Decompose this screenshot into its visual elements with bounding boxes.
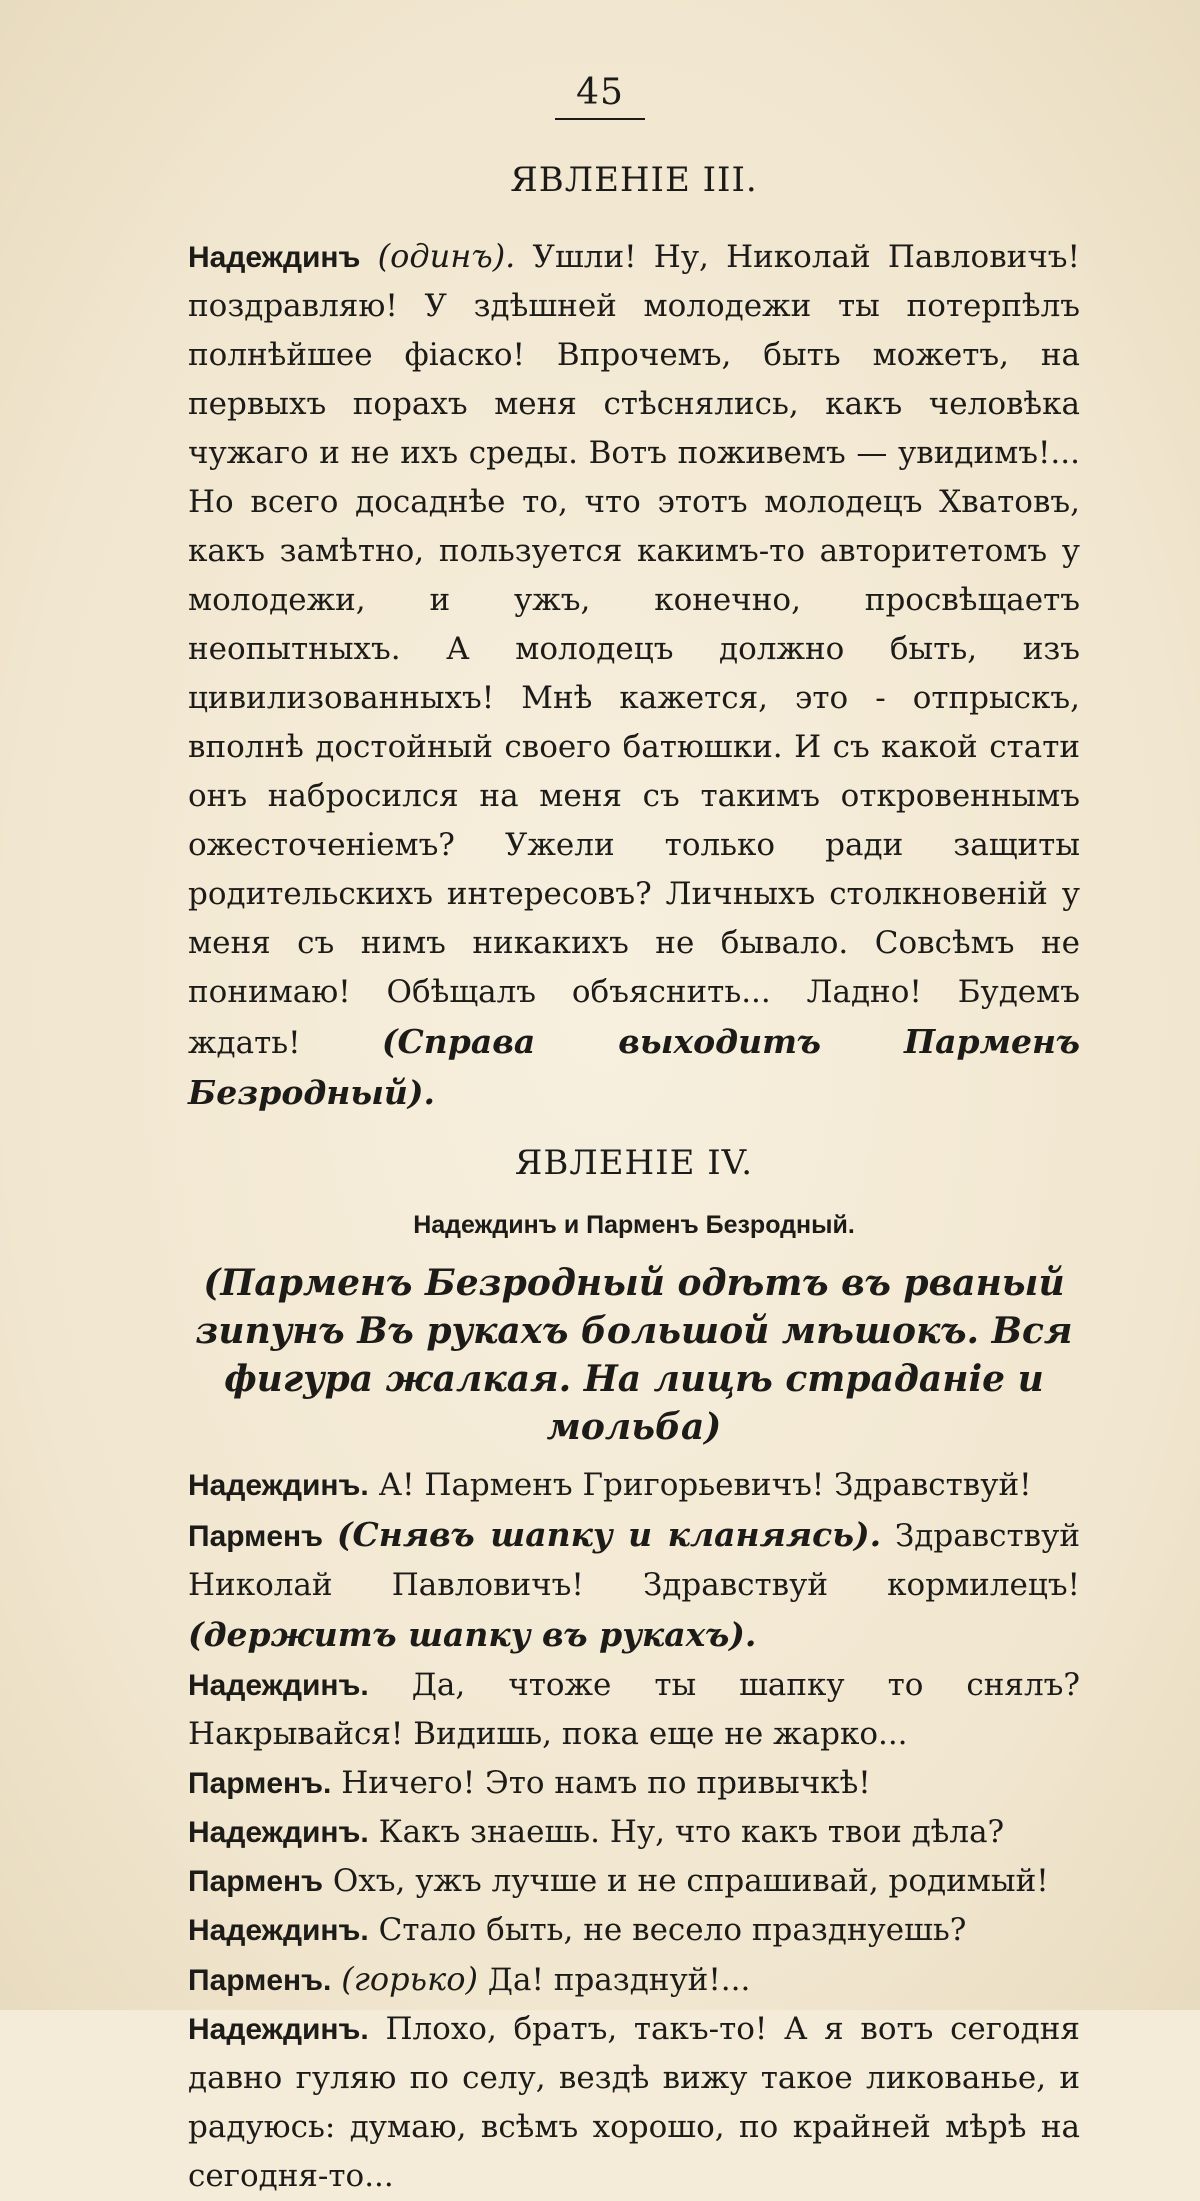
- dialogue: [188, 1461, 1080, 2201]
- speaker-name: Надеждинъ: [188, 241, 361, 274]
- speech-text: Да, чтоже ты шапку то снялъ? Накрывайся! Видишь, пока еще не жарко...: [188, 1667, 1080, 1752]
- closing-stage-direction: (Справа выходитъ Парменъ Безродный).: [188, 1022, 1080, 1112]
- dialogue-line: [188, 1906, 1080, 1955]
- stage-direction: (горько): [341, 1960, 478, 1998]
- page-number-rule: [555, 118, 645, 120]
- speech-text: Ушли! Ну, Николай Павловичъ! поздравляю! У здѣшней молодежи ты потерпѣлъ полнѣйшее фіаско! Впрочемъ, быть можетъ, на первыхъ порахъ меня стѣснялись, какъ человѣка чужаго и не ихъ среды. Вотъ поживемъ — увидимъ!... Но всего досаднѣе то, что этотъ молодецъ Хватовъ, какъ замѣтно, пользуется какимъ-то авторитетомъ у молодежи, и ужъ, конечно, просвѣщаетъ неопытныхъ. А молодецъ должно быть, изъ цивилизованныхъ! Мнѣ кажется, это - отпрыскъ, вполнѣ достойный своего батюшки. И съ какой стати онъ набросился на меня съ такимъ откровеннымъ ожесточеніемъ? Ужели только ради защиты родительскихъ интересовъ? Личныхъ столкновеній у меня съ нимъ никакихъ не бывало. Совсѣмъ не понимаю! Обѣщалъ объяснить... Ладно! Будемъ ждать!: [188, 239, 1080, 1061]
- dialogue-line: [188, 1510, 1080, 1661]
- scene-3-monologue: [188, 232, 1080, 1119]
- speech-text: Охъ, ужъ лучше и не спрашивай, родимый!: [332, 1863, 1049, 1899]
- speech-text: Какъ знаешь. Ну, что какъ твои дѣла?: [378, 1814, 1005, 1850]
- scene-3-heading: ЯВЛЕНІЕ III.: [510, 160, 758, 200]
- speaker-name: Надеждинъ.: [188, 1816, 369, 1849]
- stage-direction: (одинъ).: [377, 237, 516, 275]
- dialogue-line: [188, 1661, 1080, 1759]
- dialogue-line: [188, 1955, 1080, 2005]
- page-content: [188, 150, 1080, 2201]
- scene-4-stage-direction: (Парменъ Безродный одѣтъ въ рваный зипунъ Въ рукахъ большой мѣшокъ. Вся фигура жалкая. На лицѣ страданіе и мольба): [195, 1262, 1073, 1448]
- page-number: 45: [576, 72, 624, 113]
- speaker-name: Надеждинъ.: [188, 1469, 369, 1502]
- speaker-name: Парменъ: [188, 1865, 324, 1898]
- dialogue-line: [188, 1857, 1080, 1906]
- stage-direction: (Снявъ шапку и кланяясь).: [336, 1515, 882, 1554]
- dialogue-line: [188, 2005, 1080, 2201]
- speaker-name: Парменъ.: [188, 1767, 332, 1800]
- speech-text: Ничего! Это намъ по привычкѣ!: [341, 1765, 871, 1801]
- speech-text: А! Парменъ Григорьевичъ! Здравствуй!: [378, 1467, 1032, 1503]
- speaker-name: Надеждинъ.: [188, 1669, 369, 1702]
- speaker-name: Парменъ.: [188, 1964, 332, 1997]
- scene-4-heading: ЯВЛЕНІЕ IV.: [514, 1143, 754, 1183]
- speaker-name: Надеждинъ.: [188, 1914, 369, 1947]
- dialogue-line: [188, 1808, 1080, 1857]
- stage-direction-after: (держитъ шапку въ рукахъ).: [188, 1615, 757, 1654]
- speech-text: Здравствуй Николай Павловичъ! Здравствуй кормилецъ!: [188, 1518, 1080, 1603]
- speech-text: Стало быть, не весело празднуешь?: [378, 1912, 967, 1948]
- dialogue-line: [188, 1461, 1080, 1510]
- scene-4-characters: Надеждинъ и Парменъ Безродный.: [413, 1211, 855, 1239]
- speech-text: Плохо, братъ, такъ-то! А я вотъ сегодня давно гуляю по селу, вездѣ вижу такое ликованье, и радуюсь: думаю, всѣмъ хорошо, по крайней мѣрѣ на сегодня-то...: [188, 2011, 1080, 2194]
- speech-text: Да! празднуй!...: [487, 1962, 751, 1998]
- dialogue-line: [188, 1759, 1080, 1808]
- speaker-name: Парменъ: [188, 1520, 324, 1553]
- speaker-name: Надеждинъ.: [188, 2013, 369, 2046]
